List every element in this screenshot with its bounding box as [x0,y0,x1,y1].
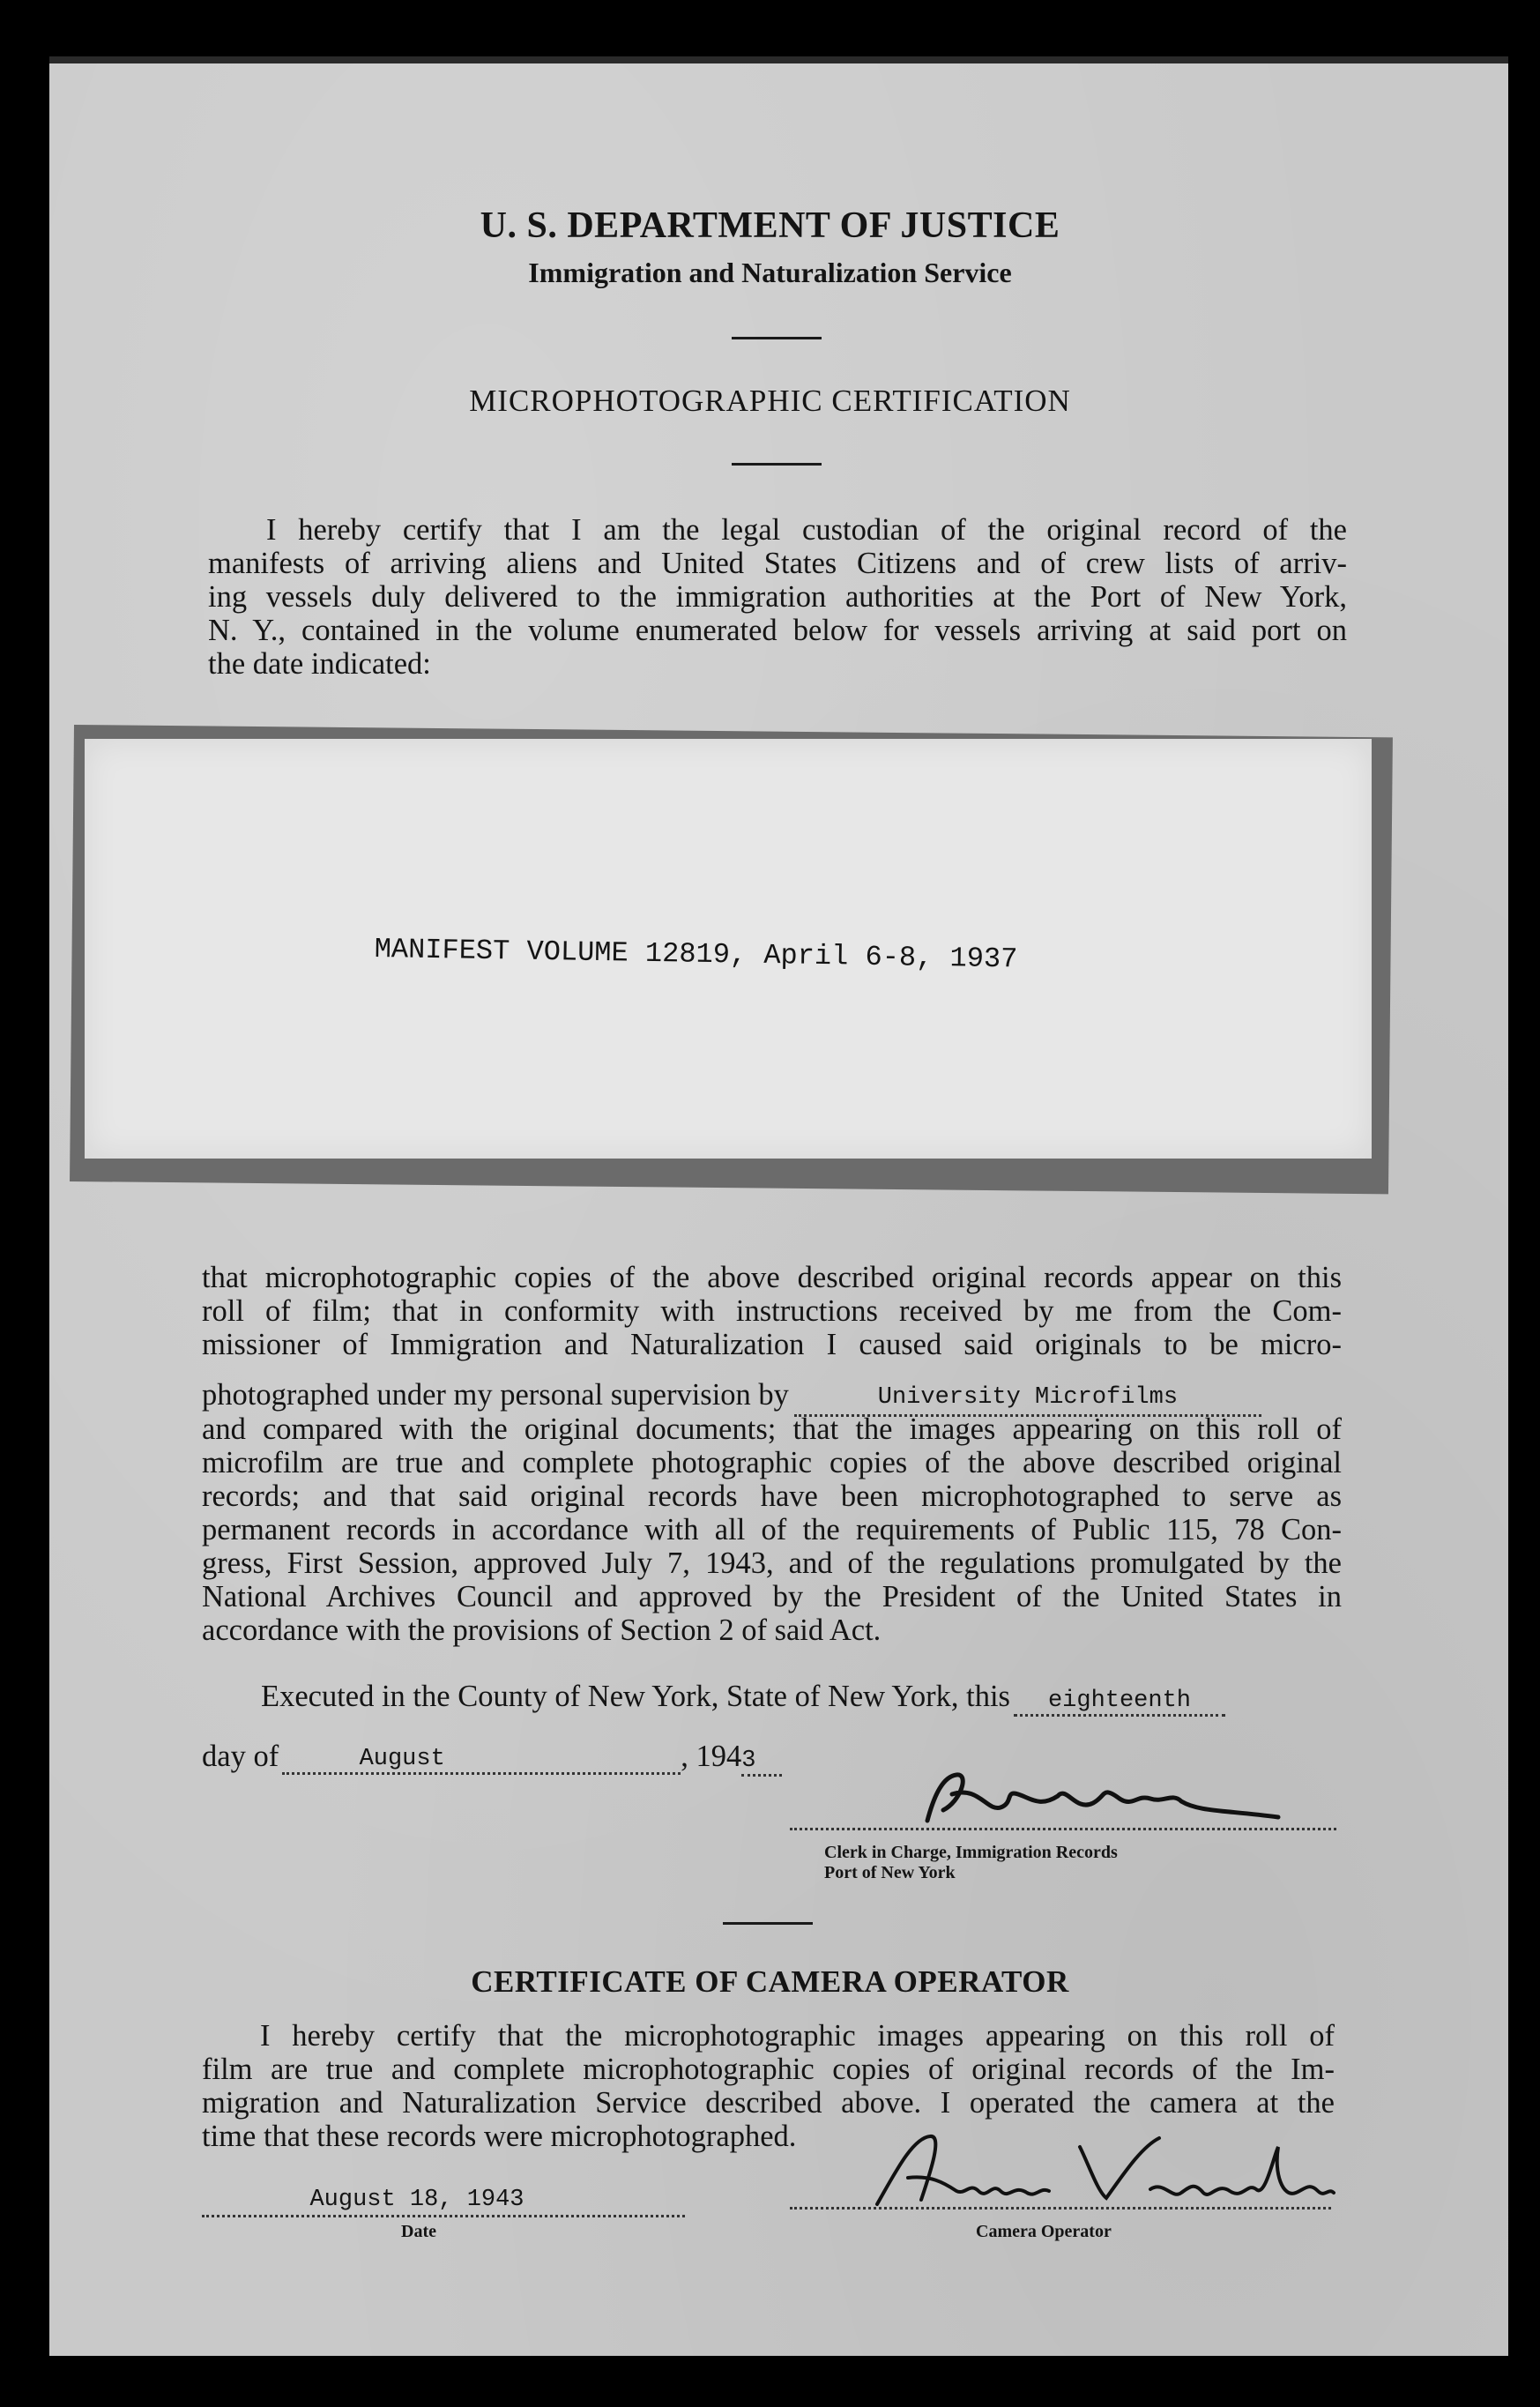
day-of-line [202,1740,782,1777]
year-prefix: , 194 [681,1740,742,1773]
camera-line: migration and Naturalization Service described above. I operated the camera at the [202,2086,1335,2120]
executed-prefix: Executed in the County of New York, State of New York, this [261,1680,1010,1713]
body-line: missioner of Immigration and Naturalization I caused said originals to be micro- [202,1328,1342,1361]
body-line: roll of film; that in conformity with instructions received by me from the Com- [202,1294,1342,1328]
divider-1 [732,337,822,339]
intro-paragraph [208,513,1347,681]
operator-signature [859,2120,1335,2217]
clerk-signature-line [790,1828,1336,1830]
body-line: that microphotographic copies of the above described original records appear on this [202,1261,1342,1294]
camera-certificate-title: CERTIFICATE OF CAMERA OPERATOR [471,1964,1069,1999]
clerk-caption-line-2: Port of New York [824,1863,956,1882]
year-value: 3 [741,1747,756,1774]
body-line: accordance with the provisions of Section 2 of said Act. [202,1613,882,1647]
body-line: permanent records in accordance with all of the requirements of Public 115, 78 Con- [202,1513,1342,1546]
month-field [282,1738,681,1775]
intro-line: ing vessels duly delivered to the immigration authorities at the Port of New York, [208,580,1347,614]
body-line: National Archives Council and approved by the President of the United States in [202,1580,1342,1613]
body-line: microfilm are true and complete photographic copies of the above described original [202,1446,1342,1479]
body-paragraph [202,1261,1342,1361]
intro-line: the date indicated: [208,647,431,681]
clerk-caption-line-1: Clerk in Charge, Immigration Records [824,1843,1118,1862]
day-field [1014,1680,1225,1717]
body-paragraph-2 [202,1412,1342,1647]
clerk-signature [917,1759,1287,1838]
month-value: August [359,1746,445,1772]
date-value: August 18, 1943 [309,2187,524,2213]
body-line: and compared with the original documents; that the images appearing on this roll of [202,1412,1342,1446]
camera-line: time that these records were microphotographed. [202,2120,797,2153]
body-line: records; and that said original records have been microphotographed to serve as [202,1479,1342,1513]
camera-line: film are true and complete microphotographic copies of original records of the Im- [202,2053,1335,2086]
day-of-label: day of [202,1740,279,1773]
photographed-by-value: University Microfilms [877,1384,1179,1411]
photographed-prefix: photographed under my personal supervision by [202,1378,789,1412]
camera-line: I hereby certify that the microphotographic images appearing on this roll of [260,2019,1335,2053]
manifest-volume-text: MANIFEST VOLUME 12819, April 6-8, 1937 [374,933,1018,976]
operator-signature-drawing [859,2120,1335,2217]
clerk-signature-drawing [917,1759,1287,1838]
photographed-by-field [794,1376,1261,1417]
body-line: gress, First Session, approved July 7, 1943, and of the regulations promulgated by the [202,1546,1342,1580]
certification-title: MICROPHOTOGRAPHIC CERTIFICATION [469,384,1071,418]
divider-2 [732,463,822,466]
department-title: U. S. DEPARTMENT OF JUSTICE [480,205,1060,246]
clerk-caption [824,1843,1118,1883]
camera-operator-label: Camera Operator [976,2222,1112,2241]
intro-line: I hereby certify that I am the legal custodian of the original record of the [266,513,1347,547]
year-field [741,1740,782,1777]
intro-line: N. Y., contained in the volume enumerated below for vessels arriving at said port on [208,614,1347,647]
service-subtitle: Immigration and Naturalization Service [528,257,1012,288]
day-value: eighteenth [1047,1688,1191,1714]
operator-signature-line [790,2207,1331,2210]
date-label: Date [401,2222,436,2241]
intro-line: manifests of arriving aliens and United States Citizens and of crew lists of arriv- [208,547,1347,580]
date-field [202,2187,685,2217]
executed-line [261,1680,1225,1717]
divider-3 [723,1922,813,1925]
